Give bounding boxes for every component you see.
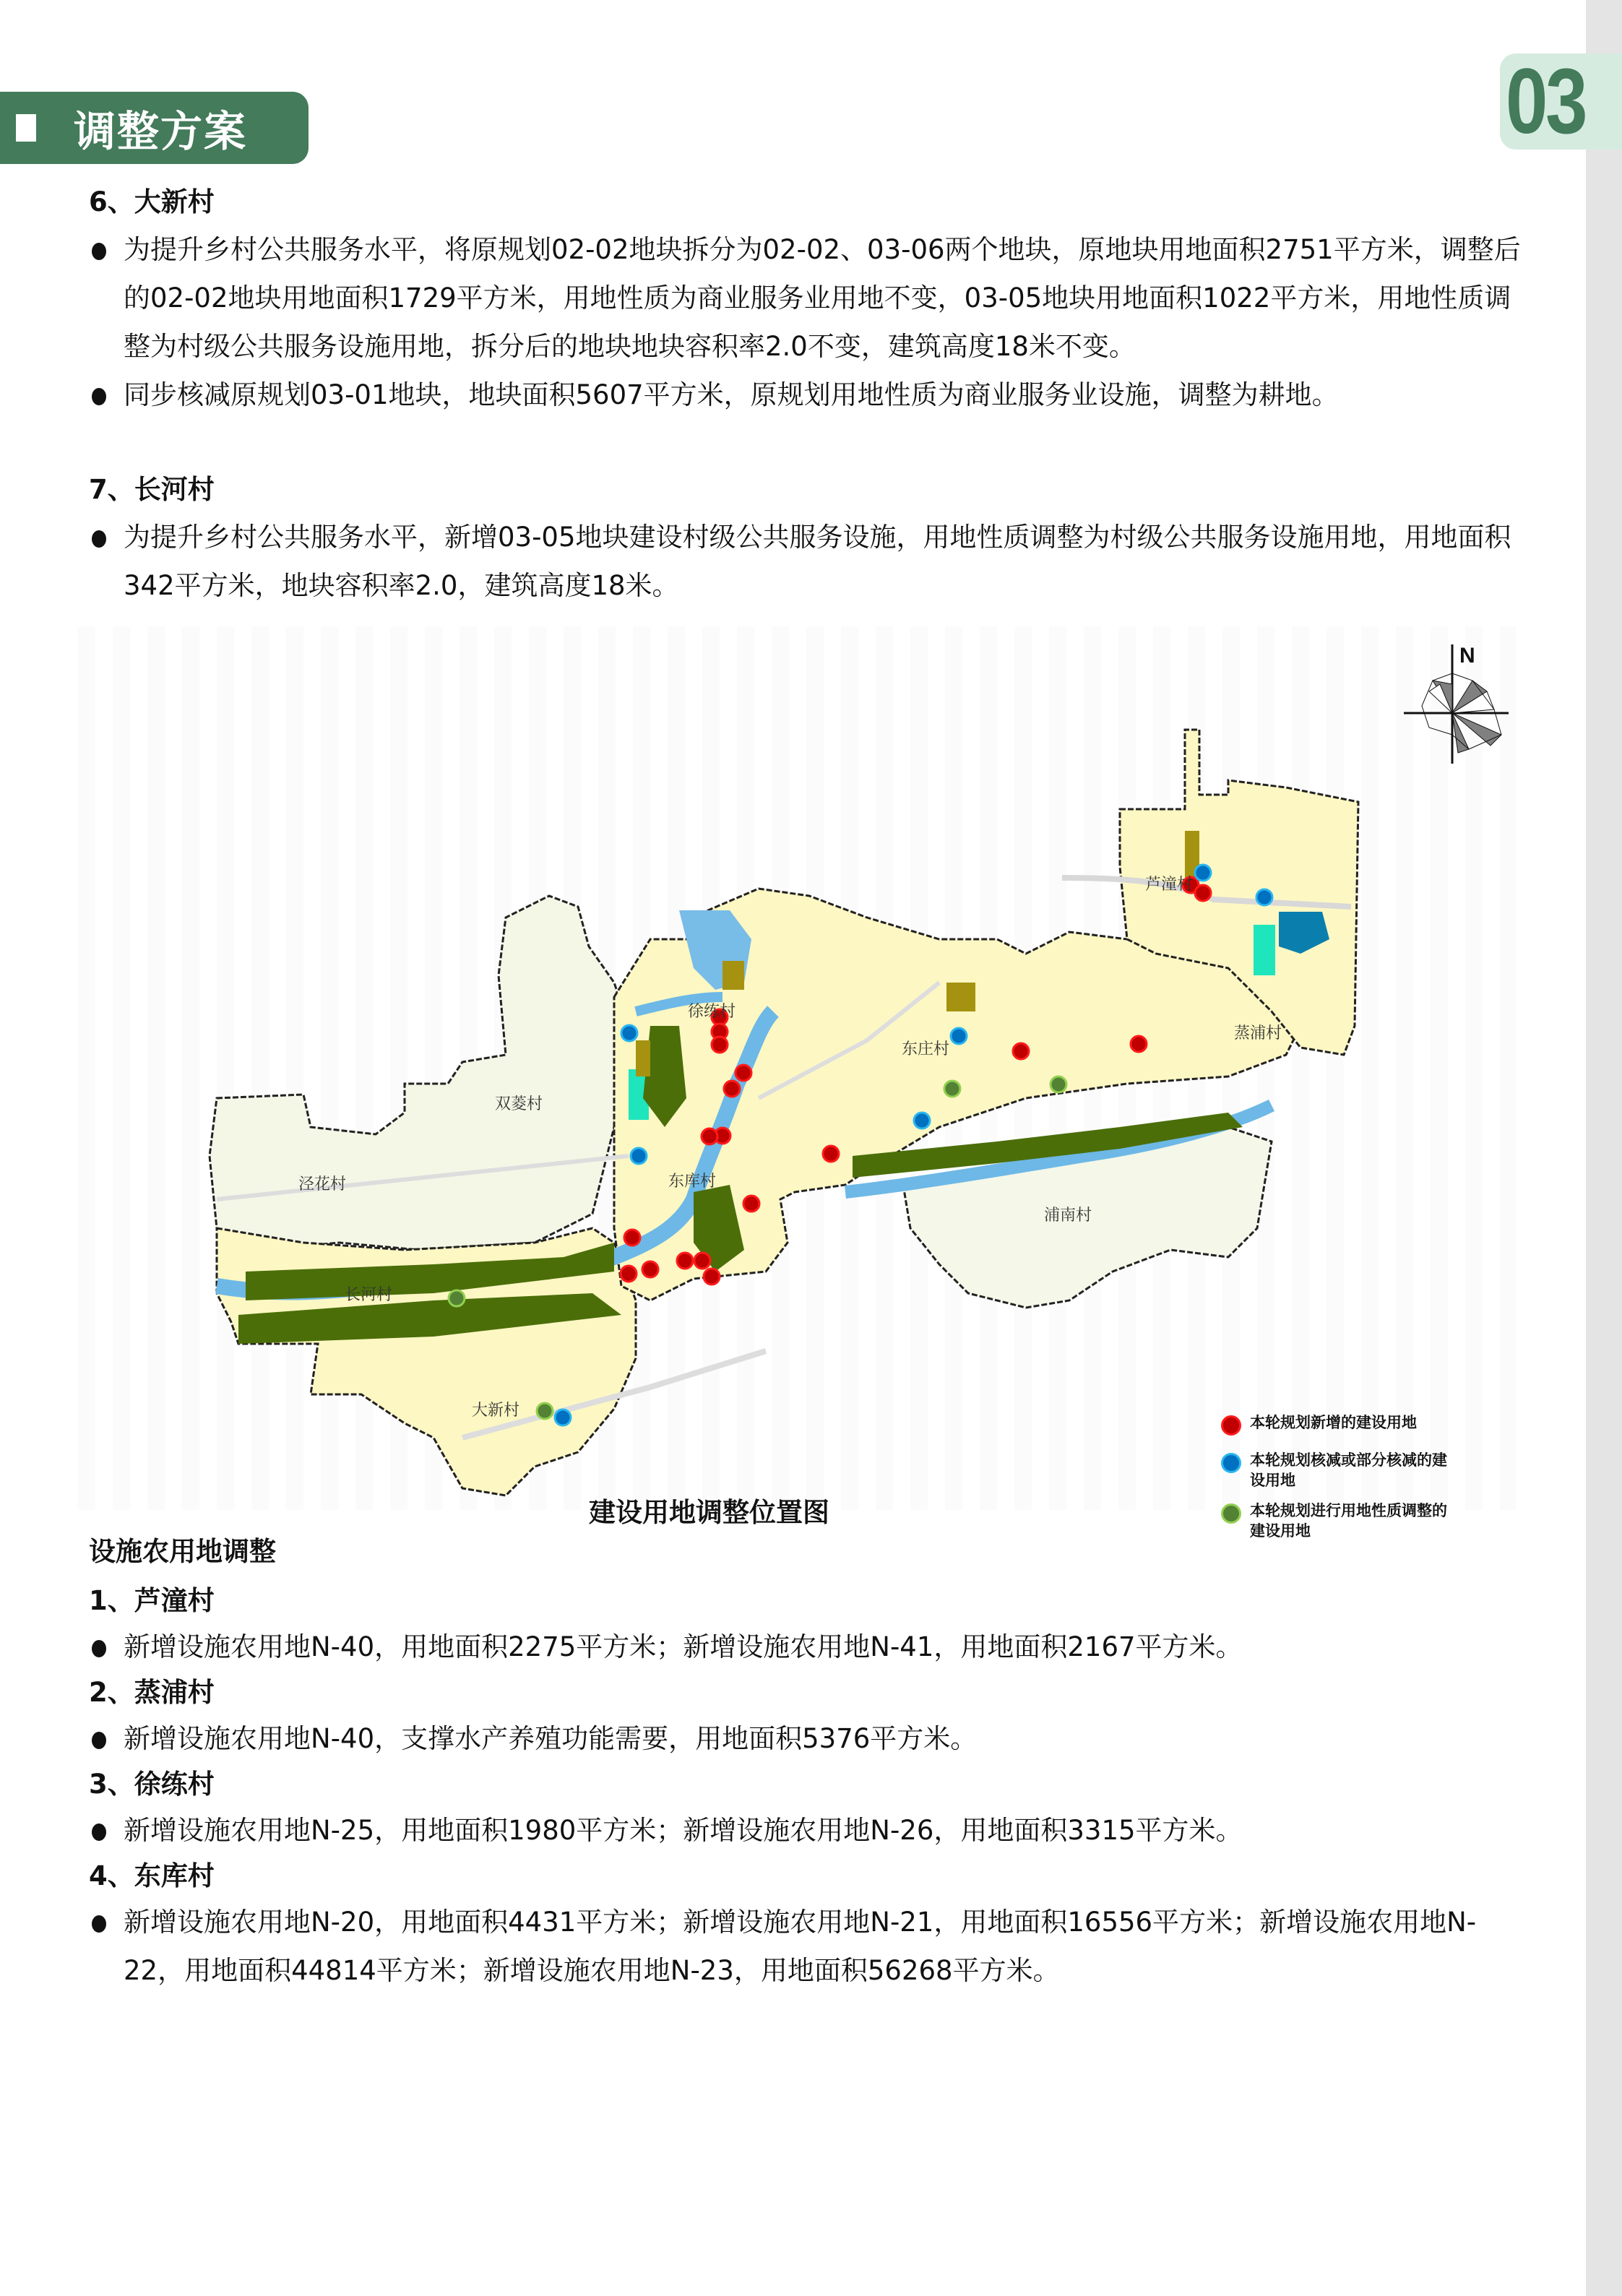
blue-dot-icon [1221, 1453, 1241, 1473]
item-heading: 6、大新村 [89, 186, 215, 217]
green-dot-icon [1221, 1503, 1241, 1524]
bullet-paragraph: 新增设施农用地N-40，支撑水产养殖功能需要，用地面积5376平方米。 [89, 1714, 1534, 1763]
svg-text:N: N [1459, 644, 1475, 668]
village-label: 芦潼村 [1145, 876, 1194, 894]
item-changhe-village [89, 468, 1534, 610]
bullet-paragraph: 同步核减原规划03-01地块，地块面积5607平方米，原规划用地性质为商业服务业设施，调整为耕地。 [89, 371, 1534, 419]
item-heading: 3、徐练村 [89, 1769, 215, 1800]
section-heading: 设施农用地调整 [89, 1536, 276, 1567]
legend-item-new: 本轮规划新增的建设用地 [1221, 1412, 1449, 1436]
map-caption: 建设用地调整位置图 [589, 1497, 829, 1528]
village-label: 徐练村 [688, 1003, 736, 1021]
land-use-map [78, 626, 1516, 1510]
village-label: 泾花村 [298, 1175, 347, 1194]
bullet-paragraph: 为提升乡村公共服务水平，将原规划02-02地块拆分为02-02、03-06两个地块，原地块用地面积2751平方米，调整后的02-02地块用地面积1729平方米，用地性质为商业服务业用地不变，03-05地块用地面积1022平方米，用地性质调整为村级公共服务设施用地，拆分后的地块地块容积率2.0不变，建筑高度18米不变。 [89, 225, 1534, 371]
red-dot-icon [1221, 1415, 1241, 1436]
square-bullet-icon [16, 114, 36, 142]
village-label: 东庄村 [902, 1040, 950, 1058]
section-title: 调整方案 [74, 107, 248, 156]
bullet-paragraph: 新增设施农用地N-25，用地面积1980平方米；新增设施农用地N-26，用地面积3315平方米。 [89, 1806, 1534, 1855]
section-title-bar [0, 92, 309, 164]
village-label: 浦南村 [1044, 1207, 1092, 1225]
village-label: 双菱村 [495, 1095, 543, 1113]
bullet-paragraph: 新增设施农用地N-40，用地面积2275平方米；新增设施农用地N-41，用地面积2167平方米。 [89, 1623, 1534, 1671]
bullet-paragraph: 为提升乡村公共服务水平，新增03-05地块建设村级公共服务设施，用地性质调整为村级公共服务设施用地，用地面积342平方米，地块容积率2.0，建筑高度18米。 [89, 513, 1534, 610]
village-label: 蒸浦村 [1234, 1024, 1282, 1043]
item-heading: 1、芦潼村 [89, 1585, 215, 1616]
page-side-stripe [1586, 0, 1622, 2296]
chapter-number: 03 [1506, 49, 1586, 153]
village-label: 东库村 [668, 1173, 717, 1191]
item-heading: 2、蒸浦村 [89, 1677, 215, 1708]
north-arrow-icon [1400, 641, 1523, 764]
village-label: 大新村 [472, 1402, 520, 1420]
legend-item-reduced: 本轮规划核减或部分核减的建设用地 [1221, 1450, 1449, 1490]
chapter-number-badge [1500, 49, 1622, 153]
facility-farmland-section [89, 1530, 1534, 1995]
legend-item-nature-change: 本轮规划进行用地性质调整的建设用地 [1221, 1501, 1449, 1541]
item-daxin-village [89, 181, 1534, 419]
village-label: 长河村 [345, 1286, 393, 1304]
bullet-paragraph: 新增设施农用地N-20，用地面积4431平方米；新增设施农用地N-21，用地面积16556平方米；新增设施农用地N-22，用地面积44814平方米；新增设施农用地N-23，用地面积56268平方米。 [89, 1898, 1534, 1995]
item-heading: 7、长河村 [89, 474, 215, 505]
item-heading: 4、东库村 [89, 1860, 215, 1891]
map-graphic [78, 626, 1516, 1510]
